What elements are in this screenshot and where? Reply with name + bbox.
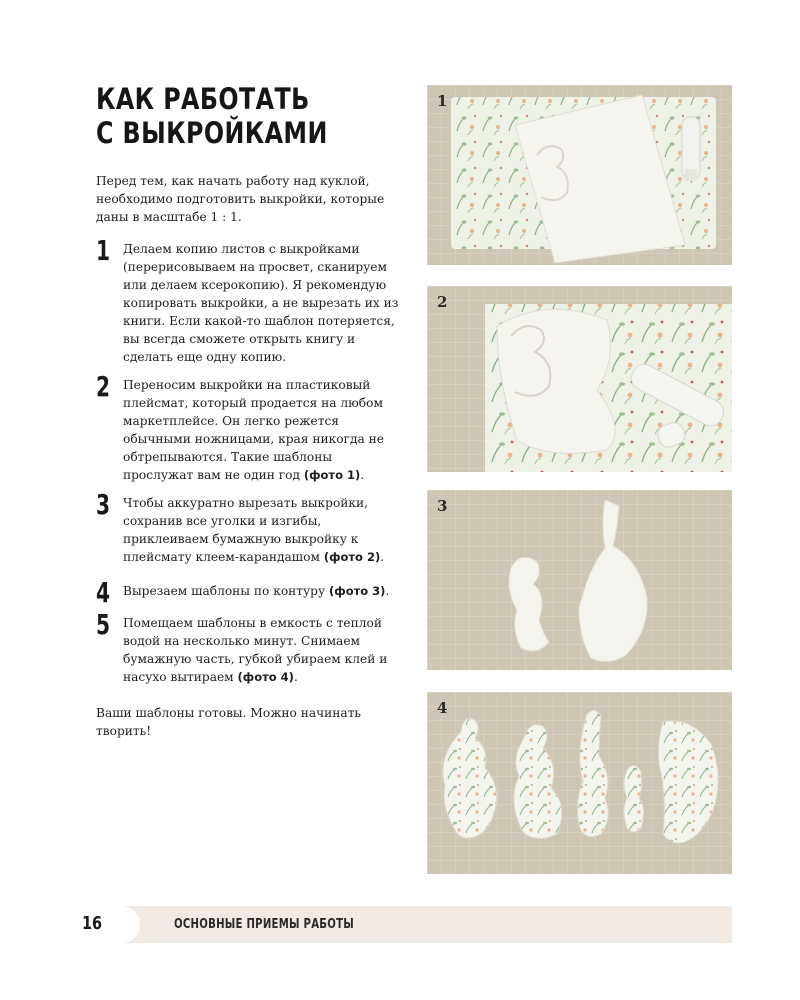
step-text: Помещаем шаблоны в емкость с теплой водой на несколько минут. Снимаем бумажную часть, губкой убираем клей и насухо вытираем (фото 4). xyxy=(123,616,388,684)
page-footer xyxy=(82,906,732,943)
photo-1 xyxy=(427,85,732,265)
photo-number: 4 xyxy=(437,699,448,717)
photo-ref: (фото 2) xyxy=(323,550,381,564)
photo-2-illustration xyxy=(427,286,732,472)
step-number: 4 xyxy=(96,576,111,609)
photo-number: 1 xyxy=(437,92,448,110)
photo-number: 3 xyxy=(437,497,448,515)
page-number: 16 xyxy=(82,913,103,934)
photo-2 xyxy=(427,286,732,472)
outro-paragraph: Ваши шаблоны готовы. Можно начинать творить! xyxy=(96,706,362,738)
step-text: Делаем копию листов с выкройками (перерисовываем на просвет, сканируем или делаем ксерокопию). Я рекомендую копировать выкройки, а не вырезать их из книги. Если какой-то шаблон потеряется, вы всегда сможете открыть книгу и сделать еще одну копию. xyxy=(123,242,399,364)
step-number: 3 xyxy=(96,488,111,521)
step-number: 5 xyxy=(96,608,111,641)
page-title-line-2: С ВЫКРОЙКАМИ xyxy=(96,116,328,150)
step-text: Чтобы аккуратно вырезать выкройки, сохранив все уголки и изгибы, приклеиваем бумажную выкройку к плейсмату клеем-карандашом (фото 2). xyxy=(123,496,385,564)
photo-ref: (фото 4) xyxy=(237,670,294,684)
intro-paragraph: Перед тем, как начать работу над куклой, необходимо подготовить выкройки, которые даны в масштабе 1 : 1. xyxy=(96,174,385,224)
page-title xyxy=(96,82,342,150)
photo-ref: (фото 1) xyxy=(303,468,361,482)
step-text: Вырезаем шаблоны по контуру (фото 3). xyxy=(123,584,390,598)
photo-3 xyxy=(427,490,732,670)
photo-4-illustration xyxy=(427,692,732,874)
step-number: 2 xyxy=(96,370,111,403)
photo-3-illustration xyxy=(427,490,732,670)
photo-number: 2 xyxy=(437,293,448,311)
photo-4 xyxy=(427,692,732,874)
photo-1-illustration xyxy=(427,85,732,265)
section-title: ОСНОВНЫЕ ПРИЕМЫ РАБОТЫ xyxy=(174,917,355,932)
photo-ref: (фото 3) xyxy=(329,584,386,598)
step-text: Переносим выкройки на пластиковый плейсмат, который продается на любом маркетплейсе. Он легко режется обычными ножницами, края никогда не обтрепываются. Такие шаблоны прослужат вам не один год (фото 1). xyxy=(123,378,384,482)
page-title-line-1: КАК РАБОТАТЬ xyxy=(96,82,310,116)
step-number: 1 xyxy=(96,234,111,267)
